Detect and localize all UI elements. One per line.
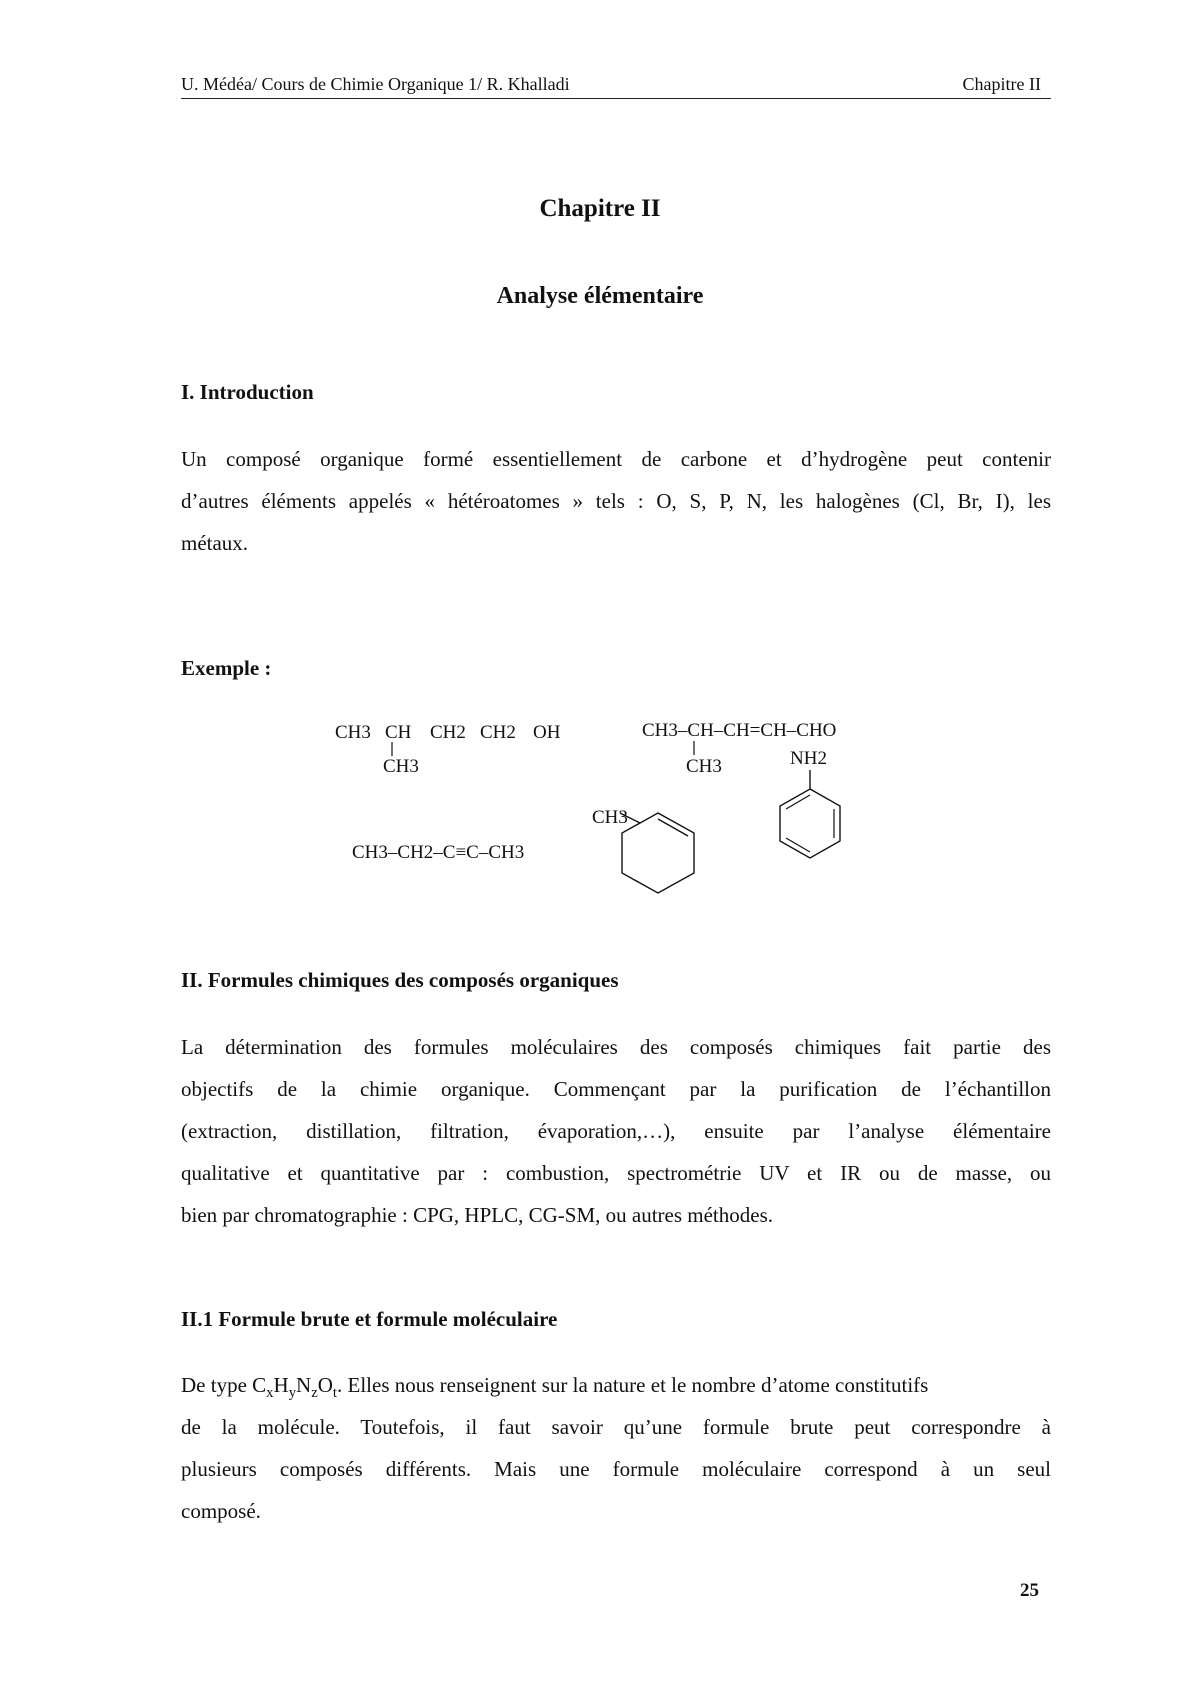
chemical-structures — [330, 700, 870, 910]
generic-formula: $C_xH_yN_zO_t$ — [252, 1373, 337, 1402]
s5-substituent: NH2 — [790, 748, 827, 769]
chapter-subtitle: Analyse élémentaire — [496, 283, 704, 309]
header-left: U. Médéa/ Cours de Chimie Organique 1/ R. Khalladi — [181, 74, 570, 94]
formule-brute-paragraph — [181, 1364, 1051, 1532]
s1-ch: CH — [385, 722, 412, 743]
page-header — [181, 72, 1051, 99]
paragraph-line: Un composé organique formé essentiellement de carbone et d’hydrogène peut contenir — [181, 447, 1051, 471]
chapter-title: Chapitre II — [539, 195, 661, 222]
structure-pent-2-yne — [352, 842, 524, 863]
structure-aniline — [780, 748, 840, 858]
structure-methylcyclohexene — [592, 807, 694, 893]
page-number: 25 — [1020, 1580, 1039, 1601]
paragraph-line: composé. — [181, 1499, 261, 1523]
s1-branch: CH3 — [383, 756, 419, 777]
formules-paragraph — [181, 1026, 1051, 1236]
s1-ch2-a: CH2 — [430, 722, 466, 743]
s4-substituent: CH3 — [592, 807, 628, 828]
paragraph-line: plusieurs composés différents. Mais une formule moléculaire correspond à un seul — [181, 1457, 1051, 1481]
structure-3-methylbutanol — [335, 722, 561, 777]
paragraph-line: De type $C_xH_yN_zO_t$. Elles nous renseignent sur la nature et le nombre d’atome constitutifs — [181, 1373, 929, 1402]
s2-branch: CH3 — [686, 756, 722, 777]
paragraph-line: objectifs de la chimie organique. Commençant par la purification de l’échantillon — [181, 1077, 1051, 1101]
s1-ch2-b: CH2 — [480, 722, 516, 743]
s1-ch3: CH3 — [335, 722, 371, 743]
paragraph-line: d’autres éléments appelés « hétéroatomes » tels : O, S, P, N, les halogènes (Cl, Br, I), les — [181, 489, 1051, 513]
paragraph-line: La détermination des formules moléculaires des composés chimiques fait partie des — [181, 1035, 1051, 1059]
s1-oh: OH — [533, 722, 561, 743]
s3-main: CH3–CH2–C≡C–CH3 — [352, 842, 525, 863]
example-label: Exemple : — [181, 656, 272, 680]
paragraph-line: métaux. — [181, 531, 249, 555]
header-right: Chapitre II — [962, 74, 1041, 94]
s2-main: CH3–CH–CH=CH–CHO — [642, 720, 837, 741]
paragraph-line: de la molécule. Toutefois, il faut savoir qu’une formule brute peut correspondre à — [181, 1415, 1051, 1439]
paragraph-line: qualitative et quantitative par : combustion, spectrométrie UV et IR ou de masse, ou — [181, 1161, 1051, 1185]
paragraph-line: bien par chromatographie : CPG, HPLC, CG-SM, ou autres méthodes. — [181, 1203, 773, 1227]
introduction-paragraph — [181, 438, 1051, 564]
section-heading-formule-brute: II.1 Formule brute et formule moléculaire — [181, 1307, 558, 1331]
section-heading-formules: II. Formules chimiques des composés organiques — [181, 968, 619, 992]
section-heading-introduction: I. Introduction — [181, 380, 314, 404]
paragraph-line: (extraction, distillation, filtration, évaporation,…), ensuite par l’analyse élémentaire — [181, 1119, 1051, 1143]
